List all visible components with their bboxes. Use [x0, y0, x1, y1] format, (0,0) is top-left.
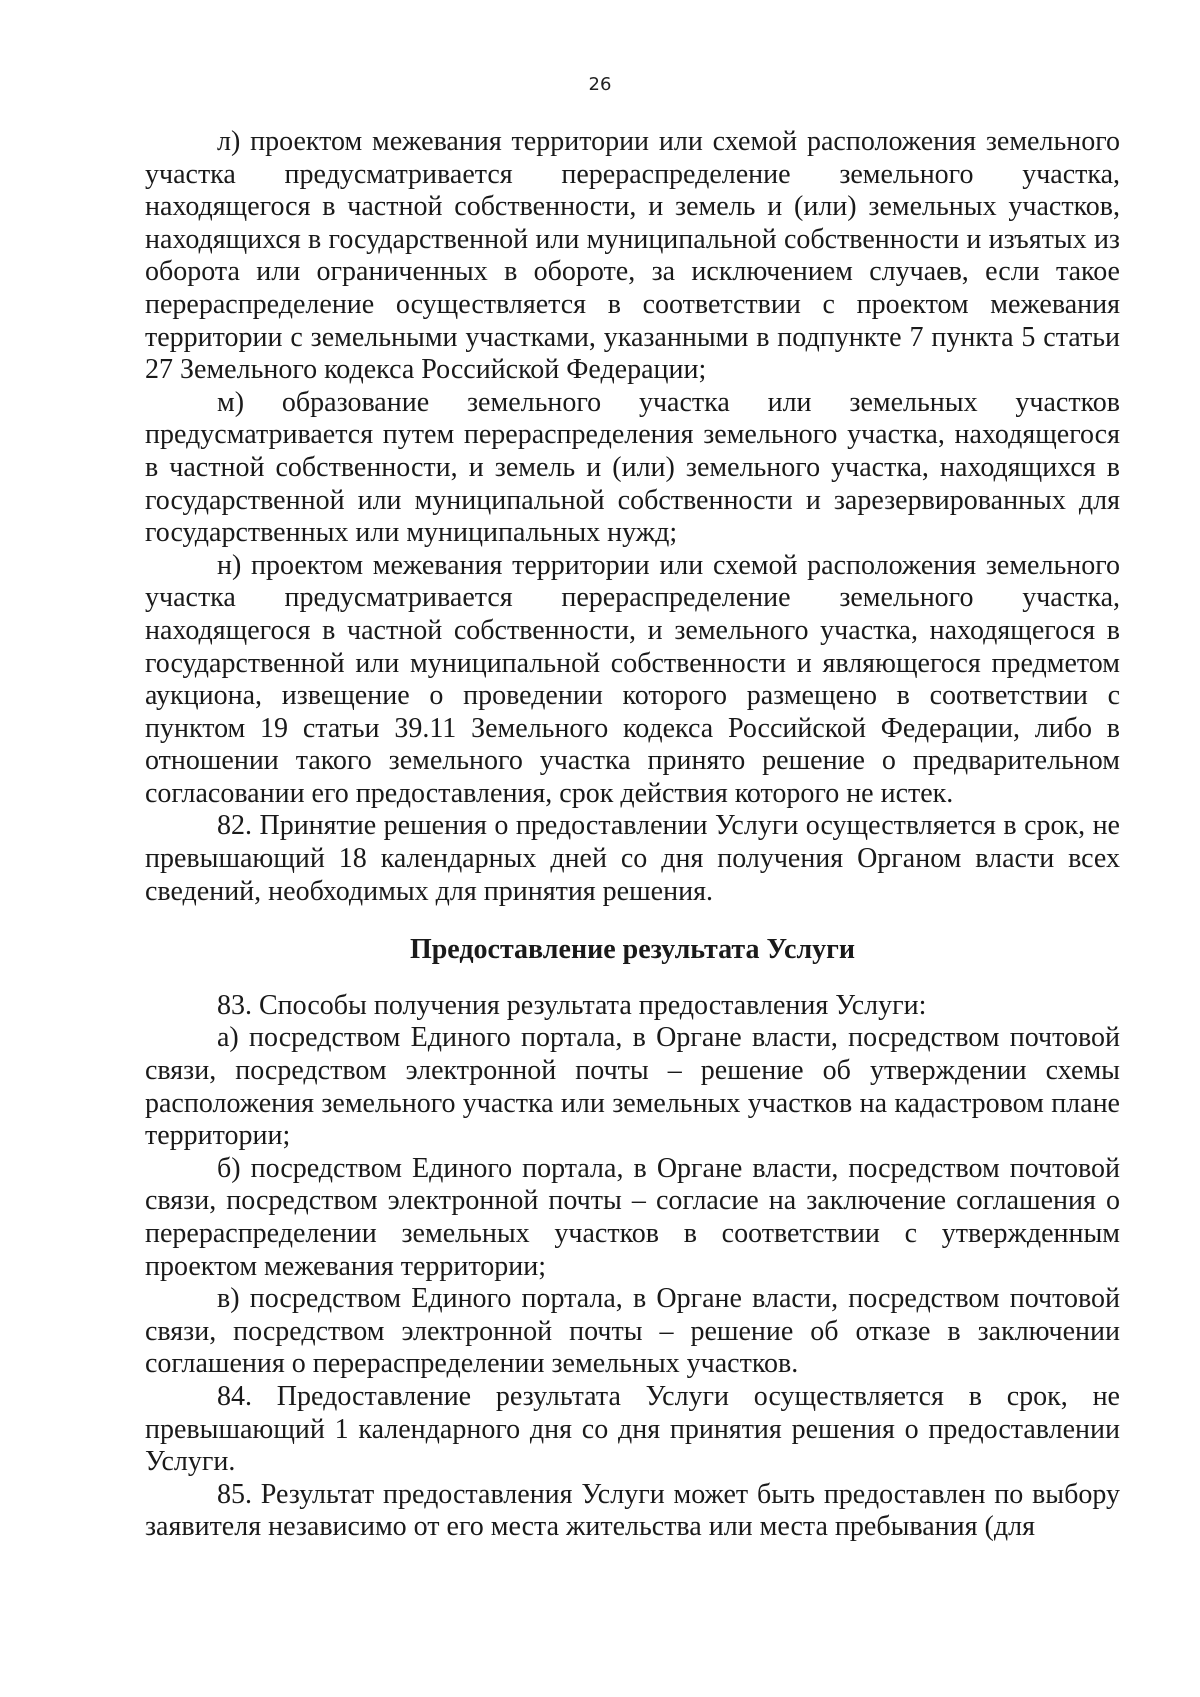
paragraph-83-b: б) посредством Единого портала, в Органе власти, посредством почтовой связи, посредством электронной почты – согласие на заключение соглашения о перераспределении земельных участков в соответствии с утвержденным проектом межевания территории;	[145, 1152, 1120, 1282]
section-heading: Предоставление результата Услуги	[409, 934, 856, 966]
paragraph-84: 84. Предоставление результата Услуги осуществляется в срок, не превышающий 1 календарного дня со дня принятия решения о предоставлении Услуги.	[145, 1380, 1120, 1478]
paragraph-82: 82. Принятие решения о предоставлении Услуги осуществляется в срок, не превышающий 18 календарных дней со дня получения Органом власти всех сведений, необходимых для принятия решения.	[145, 810, 1120, 907]
document-body	[145, 126, 1120, 1544]
paragraph-83-a: а) посредством Единого портала, в Органе власти, посредством почтовой связи, посредством электронной почты – решение об утверждении схемы расположения земельного участка или земельных участков на кадастровом плане территории;	[145, 1022, 1120, 1152]
page-number: 26	[588, 74, 612, 95]
paragraph-85: 85. Результат предоставления Услуги может быть предоставлен по выбору заявителя независимо от его места жительства или места пребывания (для	[145, 1478, 1120, 1543]
paragraph-83-v: в) посредством Единого портала, в Органе власти, посредством почтовой связи, посредством электронной почты – решение об отказе в заключении соглашения о перераспределении земельных участков.	[145, 1283, 1120, 1380]
paragraph-m: м) образование земельного участка или земельных участков предусматривается путем перераспределения земельного участка, находящегося в частной собственности, и земель и (или) земельного участка, находящихся в государственной или муниципальной собственности и зарезервированных для государственных или муниципальных нужд;	[145, 386, 1120, 549]
paragraph-l: л) проектом межевания территории или схемой расположения земельного участка предусматривается перераспределение земельного участка, находящегося в частной собственности, и земель и (или) земельных участков, находящихся в государственной или муниципальной собственности и изъятых из оборота или ограниченных в обороте, за исключением случаев, если такое перераспределение осуществляется в соответствии с проектом межевания территории с земельными участками, указанными в подпункте 7 пункта 5 статьи 27 Земельного кодекса Российской Федерации;	[145, 126, 1120, 386]
paragraph-n: н) проектом межевания территории или схемой расположения земельного участка предусматривается перераспределение земельного участка, находящегося в частной собственности, и земельного участка, находящегося в государственной или муниципальной собственности и являющегося предметом аукциона, извещение о проведении которого размещено в соответствии с пунктом 19 статьи 39.11 Земельного кодекса Российской Федерации, либо в отношении такого земельного участка принято решение о предварительном согласовании его предоставления, срок действия которого не истек.	[145, 549, 1120, 809]
paragraph-83: 83. Способы получения результата предоставления Услуги:	[217, 989, 927, 1021]
